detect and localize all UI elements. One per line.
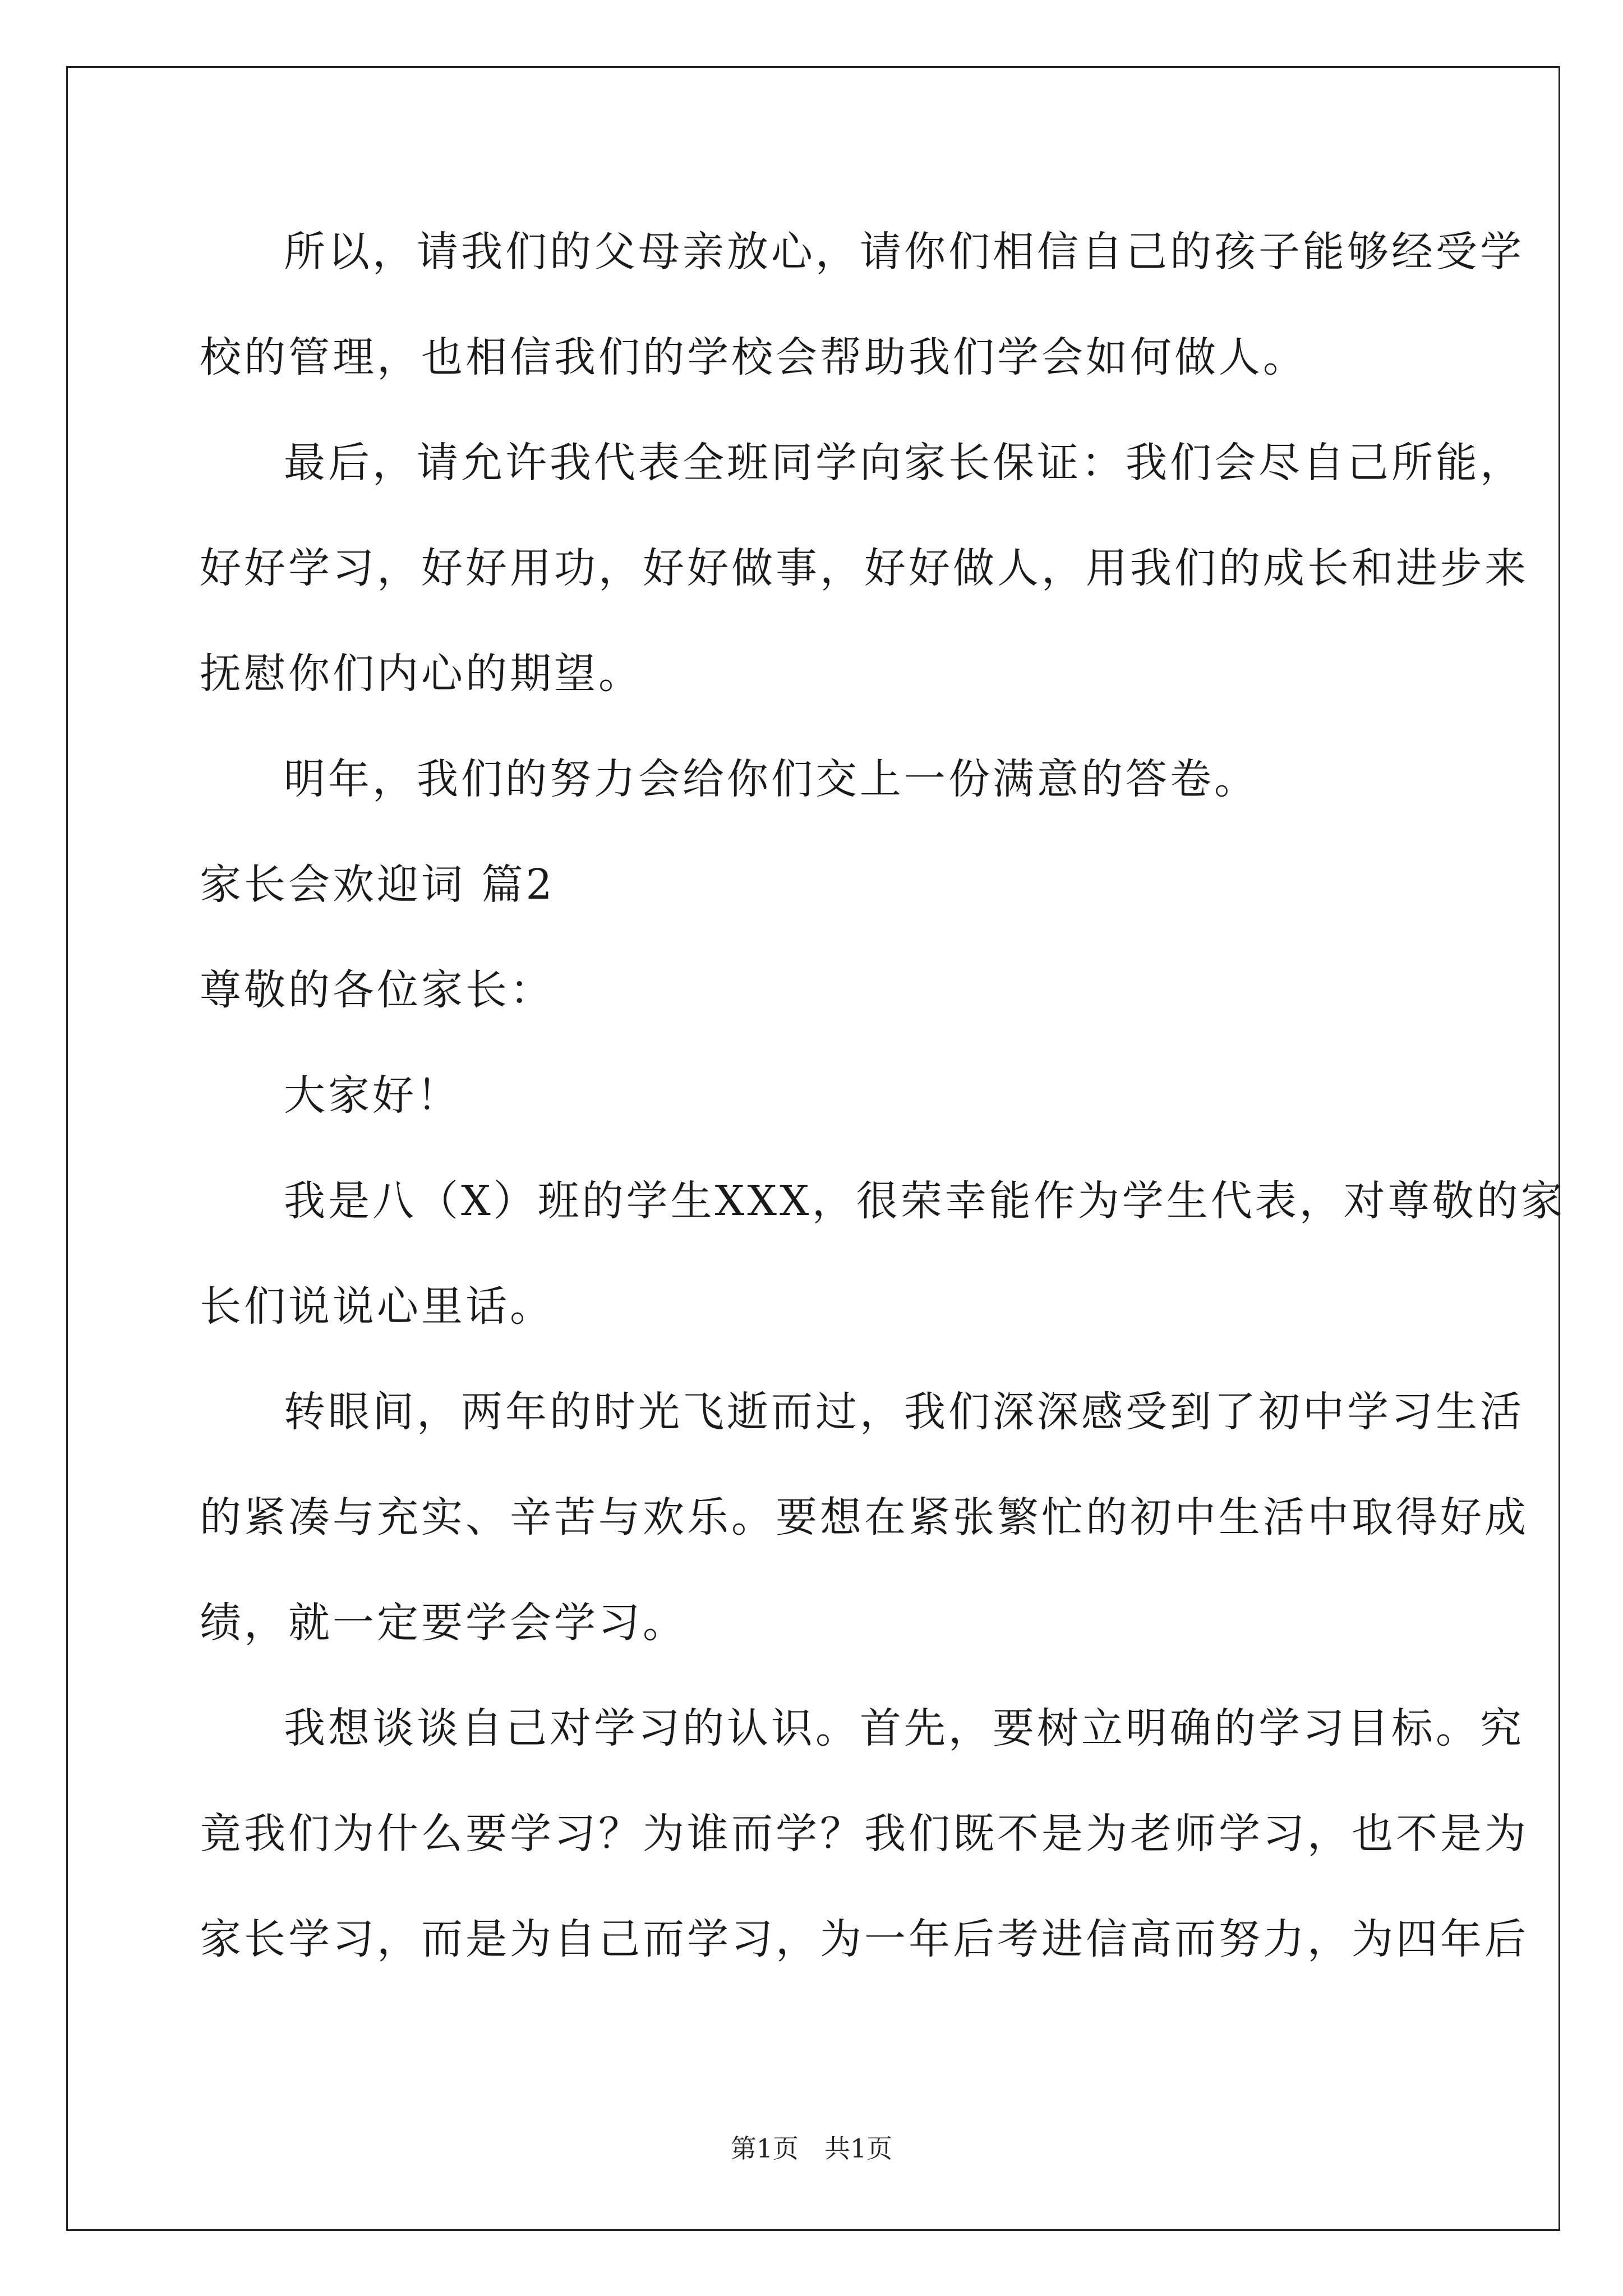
paragraph-line: 我想谈谈自己对学习的认识。首先，要树立明确的学习目标。究 [284, 1704, 1524, 1752]
paragraph-line: 转眼间，两年的时光飞逝而过，我们深深感受到了初中学习生活 [284, 1388, 1524, 1436]
greeting: 大家好！ [284, 1071, 461, 1120]
page-number-label: 第1页 共1页 [730, 2133, 893, 2164]
paragraph-line: 最后，请允许我代表全班同学向家长保证：我们会尽自己所能， [284, 439, 1524, 487]
paragraph-line: 所以，请我们的父母亲放心，请你们相信自己的孩子能够经受学 [284, 228, 1524, 276]
paragraph-line: 绩，就一定要学会学习。 [200, 1599, 687, 1647]
paragraph-line: 竟我们为什么要学习？为谁而学？我们既不是为老师学习，也不是为 [200, 1810, 1529, 1858]
paragraph-line: 抚慰你们内心的期望。 [200, 650, 643, 698]
section-heading: 家长会欢迎词 篇2 [200, 861, 555, 909]
paragraph-line: 家长学习，而是为自己而学习，为一年后考进信高而努力，为四年后 [200, 1915, 1529, 1963]
document-body [200, 199, 1565, 1992]
paragraph-line: 明年，我们的努力会给你们交上一份满意的答卷。 [284, 755, 1258, 803]
paragraph-line: 我是八（X）班的学生XXX，很荣幸能作为学生代表，对尊敬的家 [284, 1177, 1565, 1225]
paragraph-line: 的紧凑与充实、辛苦与欢乐。要想在紧张繁忙的初中生活中取得好成 [200, 1493, 1529, 1542]
paragraph-line: 好好学习，好好用功，好好做事，好好做人，用我们的成长和进步来 [200, 544, 1529, 592]
salutation: 尊敬的各位家长： [200, 966, 554, 1014]
paragraph-line: 长们说说心里话。 [200, 1282, 554, 1331]
page-footer [0, 2132, 1623, 2165]
paragraph-line: 校的管理，也相信我们的学校会帮助我们学会如何做人。 [200, 333, 1307, 381]
